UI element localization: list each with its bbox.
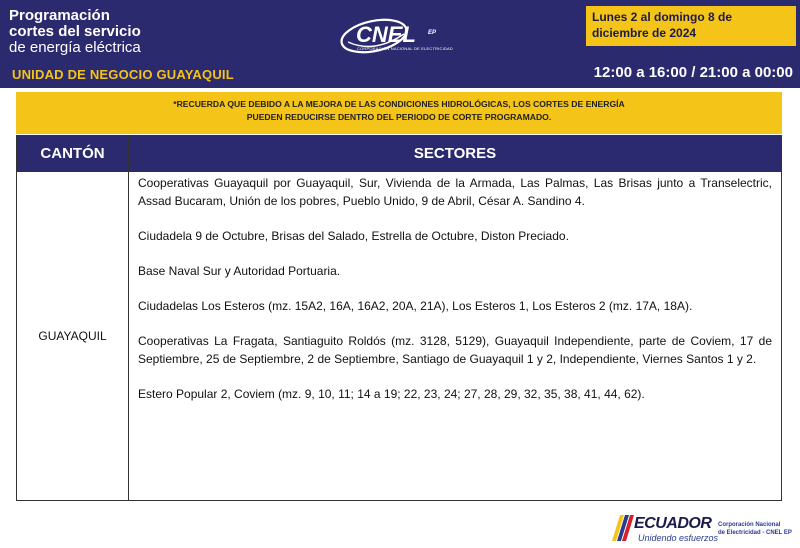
sector-item: Estero Popular 2, Coviem (mz. 9, 10, 11; 14 a 19; 22, 23, 24; 27, 28, 29, 32, 35, 38, 41, 44, 62). <box>138 387 645 401</box>
notice-line-2: PUEDEN REDUCIRSE DENTRO DEL PERIODO DE CORTE PROGRAMADO. <box>246 112 552 122</box>
business-unit-label: UNIDAD DE NEGOCIO GUAYAQUIL <box>12 67 234 82</box>
schedule-table <box>16 135 782 501</box>
notice-line-1: *RECUERDA QUE DEBIDO A LA MEJORA DE LAS CONDICIONES HIDROLÓGICAS, LOS CORTES DE ENERGÍA <box>173 99 625 109</box>
title-line-1: Programación <box>9 7 110 24</box>
logo-subtitle: CORPORACIÓN NACIONAL DE ELECTRICIDAD <box>357 46 453 51</box>
ecuador-brand: ECUADOR <box>634 515 712 532</box>
title-line-2: cortes del servicio <box>9 23 141 40</box>
title-line-3: de energía eléctrica <box>9 39 141 56</box>
canton-cell <box>17 172 128 500</box>
sector-item: Cooperativas Guayaquil por Guayaquil, Sur, Vivienda de la Armada, Las Palmas, Las Brisas junto a Transelectric, Assad Bucaram, Unión de los pobres, Pueblo Unido, 9 de Abril, César A. Sandino 4. <box>138 176 772 208</box>
ecuador-flag-stripes-icon <box>612 515 634 541</box>
header-canton: CANTÓN <box>40 145 105 162</box>
sector-item: Ciudadelas Los Esteros (mz. 15A2, 16A, 16A2, 20A, 21A), Los Esteros 1, Los Esteros 2 (mz. 17A, 18A). <box>138 299 693 313</box>
header-sectores: SECTORES <box>413 145 497 162</box>
sector-item: Ciudadela 9 de Octubre, Brisas del Salado, Estrella de Octubre, Diston Preciado. <box>138 229 569 243</box>
corporation-name <box>718 521 792 537</box>
corp-line-2: de Electricidad - CNEL EP <box>718 530 792 536</box>
svg-text:EP: EP <box>428 30 437 36</box>
cnel-logo <box>334 10 474 70</box>
document-title <box>9 8 141 56</box>
ecuador-footer-logo <box>612 515 792 545</box>
sector-item: Base Naval Sur y Autoridad Portuaria. <box>138 264 341 278</box>
date-range-box: Lunes 2 al domingo 8 de diciembre de 2024 <box>586 6 796 46</box>
sector-item: Cooperativas La Fragata, Santiaguito Roldós (mz. 3128, 5129), Guayaquil Independiente, parte de Coviem, 17 de Septiembre, 25 de Septiembre, 2 de Septiembre, Santiago de Guayaquil 1 y 2, Independiente, Viernes Santos 1 y 2. <box>138 334 772 366</box>
header-banner <box>0 0 800 88</box>
ecuador-tagline: Unidendo esfuerzos <box>638 533 719 543</box>
sectors-cell <box>138 174 772 420</box>
cnel-logo-icon <box>334 10 474 70</box>
table-header <box>17 136 781 172</box>
canton-name: GUAYAQUIL <box>38 329 107 343</box>
column-divider <box>128 136 129 500</box>
hydrology-notice <box>16 92 782 134</box>
outage-hours: 12:00 a 16:00 / 21:00 a 00:00 <box>593 64 793 81</box>
svg-text:CNEL: CNEL <box>356 22 416 47</box>
corp-line-1: Corporación Nacional <box>718 522 781 528</box>
